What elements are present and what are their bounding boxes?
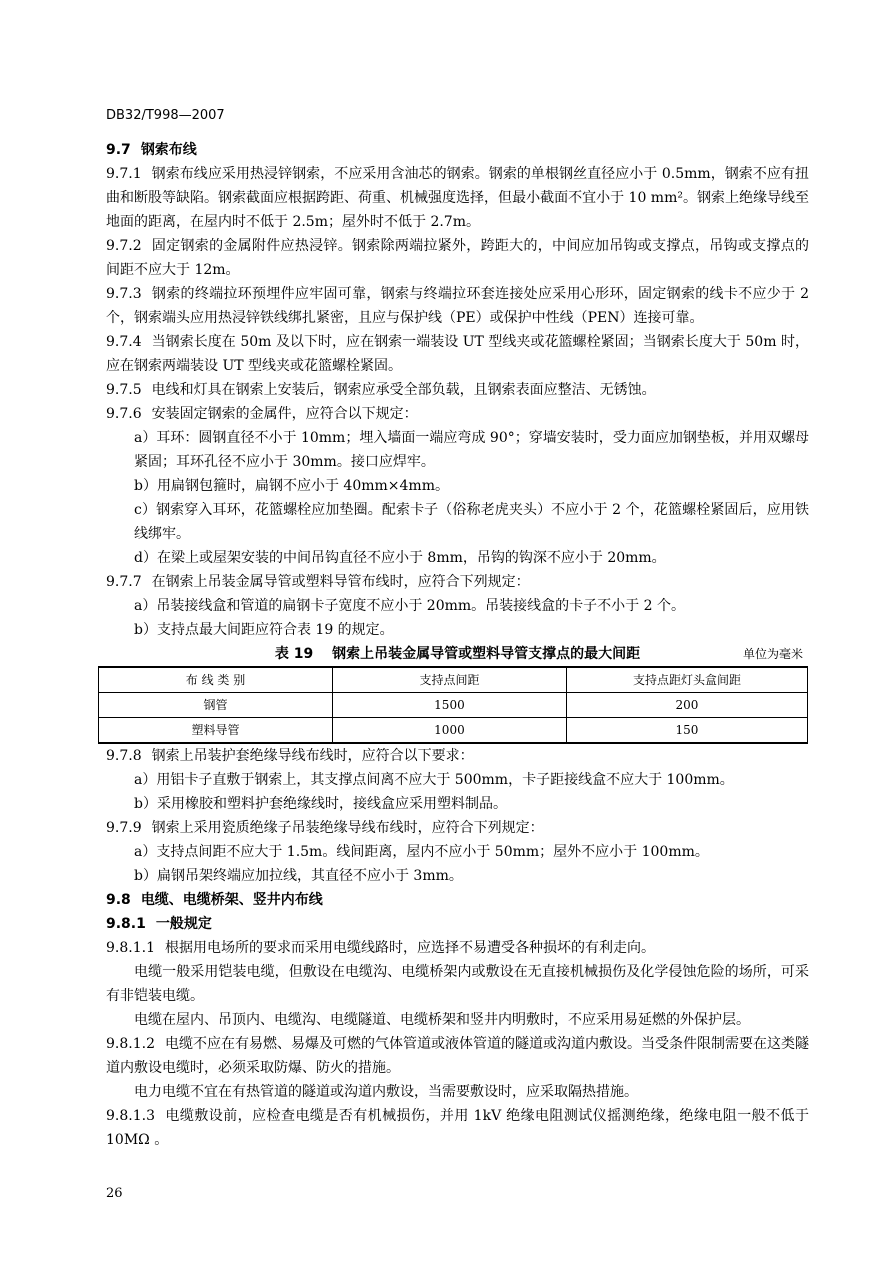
clause-number: 9.7.9 — [106, 820, 142, 836]
clause-text: 安装固定钢索的金属件，应符合以下规定： — [151, 406, 418, 422]
list-item — [106, 594, 809, 618]
clause-text: 电缆在屋内、吊顶内、电缆沟、电缆隧道、电缆桥架和竖井内明敷时，不应采用易延燃的外保护层。 — [134, 1012, 750, 1028]
section-heading — [106, 138, 809, 162]
clause-number: 9.7.6 — [106, 406, 142, 422]
clause-text: 电缆、电缆桥架、竖井内布线 — [140, 892, 323, 908]
clause-text: a）吊装接线盒和管道的扁钢卡子宽度不应小于 20mm。吊装接线盒的卡子不小于 2 个。 — [134, 598, 685, 614]
clause-text: d）在梁上或屋架安装的中间吊钩直径不应小于 8mm，吊钩的钩深不应小于 20mm。 — [134, 550, 666, 566]
numbered-clause — [106, 1032, 809, 1080]
table-header-row — [99, 667, 808, 693]
paragraph — [106, 1008, 809, 1032]
clause-text: 当钢索长度在 50m 及以下时，应在钢索一端装设 UT 型线夹或花篮螺栓紧固；当钢索长度大于 50m 时，应在钢索两端装设 UT 型线夹或花篮螺栓紧固。 — [106, 334, 809, 374]
clause-text: a）用铝卡子直敷于钢索上，其支撑点间离不应大于 500mm，卡子距接线盒不应大于 100mm。 — [134, 772, 734, 788]
list-item — [106, 498, 809, 546]
clause-text: 电力电缆不宜在有热管道的隧道或沟道内敷设，当需要敷设时，应采取隔热措施。 — [134, 1084, 638, 1100]
list-item — [106, 618, 809, 642]
table-cell: 1500 — [332, 693, 566, 718]
table-row — [99, 693, 808, 718]
paragraph — [106, 960, 809, 1008]
section-block-2 — [106, 744, 809, 1152]
list-item — [106, 426, 809, 474]
clause-text: a）耳环：圆钢直径不小于 10mm；埋入墙面一端应弯成 90°；穿墙安装时，受力面应加钢垫板，并用双螺母紧固；耳环孔径不应小于 30mm。接口应焊牢。 — [134, 430, 809, 470]
clause-number: 9.8.1 — [106, 916, 146, 932]
clause-number: 9.7.7 — [106, 574, 142, 590]
clause-number: 9.7.4 — [106, 334, 142, 350]
clause-text: a）支持点间距不应大于 1.5m。线间距离，屋内不应小于 50mm；屋外不应小于 100mm。 — [134, 844, 709, 860]
section-heading — [106, 888, 809, 912]
numbered-clause — [106, 1104, 809, 1152]
clause-number: 9.8.1.2 — [106, 1036, 155, 1052]
numbered-clause — [106, 330, 809, 378]
table-caption: 表 19 钢索上吊装金属导管或塑料导管支撑点的最大间距 — [274, 646, 641, 662]
clause-text: 钢索的终端拉环预埋件应牢固可靠，钢索与终端拉环套连接处应采用心形环，固定钢索的线卡不应少于 2 个，钢索端头应用热浸锌铁线绑扎紧密，且应与保护线（PE）或保护中性线（PEN）连接可靠。 — [106, 286, 809, 326]
list-item — [106, 546, 809, 570]
numbered-clause — [106, 816, 809, 840]
clause-text: c）钢索穿入耳环，花篮螺栓应加垫圈。配索卡子（俗称老虎夹头）不应小于 2 个，花篮螺栓紧固后，应用铁线绑牢。 — [134, 502, 809, 542]
table-cell: 1000 — [332, 718, 566, 744]
spacing-table — [98, 666, 808, 744]
list-item — [106, 840, 809, 864]
clause-number: 9.8.1.3 — [106, 1108, 155, 1124]
numbered-clause — [106, 282, 809, 330]
numbered-clause — [106, 378, 809, 402]
clause-number: 9.7 — [106, 142, 131, 158]
list-item — [106, 792, 809, 816]
document-body — [106, 138, 809, 1152]
clause-text: 钢索布线 — [140, 142, 197, 158]
table-header-cell: 布 线 类 别 — [99, 667, 333, 693]
table-cell: 塑料导管 — [99, 718, 333, 744]
clause-number: 9.7.1 — [106, 166, 142, 182]
clause-text: b）支持点最大间距应符合表 19 的规定。 — [134, 622, 394, 638]
clause-number: 9.8 — [106, 892, 131, 908]
numbered-clause — [106, 744, 809, 768]
list-item — [106, 864, 809, 888]
clause-number: 9.7.2 — [106, 238, 142, 254]
table-cell: 钢管 — [99, 693, 333, 718]
table-header-cell: 支持点距灯头盒间距 — [566, 667, 807, 693]
clause-text: b）扁钢吊架终端应加拉线，其直径不应小于 3mm。 — [134, 868, 463, 884]
clause-text: 电缆一般采用铠装电缆，但敷设在电缆沟、电缆桥架内或敷设在无直接机械损伤及化学侵蚀危险的场所，可采有非铠装电缆。 — [106, 964, 809, 1004]
clause-text: 电缆敷设前，应检查电缆是否有机械损伤，并用 1kV 绝缘电阻测试仪摇测绝缘，绝缘电阻一般不低于 10MΩ 。 — [106, 1108, 809, 1148]
clause-text: b）采用橡胶和塑料护套绝缘线时，接线盒应采用塑料制品。 — [134, 796, 507, 812]
clause-text: 电缆不应在有易燃、易爆及可燃的气体管道或液体管道的隧道或沟道内敷设。当受条件限制需要在这类隧道内敷设电缆时，必须采取防爆、防火的措施。 — [106, 1036, 809, 1076]
table-unit: 单位为毫米 — [742, 647, 803, 661]
section-block-1 — [106, 138, 809, 642]
clause-text: 根据用电场所的要求而采用电缆线路时，应选择不易遭受各种损坏的有利走向。 — [164, 940, 655, 956]
document-code: DB32/T998—2007 — [106, 108, 225, 123]
clause-text: 钢索上采用瓷质绝缘子吊装绝缘导线布线时，应符合下列规定： — [151, 820, 544, 836]
clause-number: 9.7.3 — [106, 286, 142, 302]
table-row — [99, 718, 808, 744]
clause-text: 钢索布线应采用热浸锌钢索，不应采用含油芯的钢索。钢索的单根钢丝直径应小于 0.5mm，钢索不应有扭曲和断股等缺陷。钢索截面应根据跨距、荷重、机械强度选择，但最小截面不宜小于 10 mm²。钢索上绝缘导线至地面的距离，在屋内时不低于 2.5m；屋外时不低于 2.7m。 — [106, 166, 809, 230]
table-cell: 150 — [566, 718, 807, 744]
clause-text: 电线和灯具在钢索上安装后，钢索应承受全部负载，且钢索表面应整洁、无锈蚀。 — [151, 382, 656, 398]
paragraph — [106, 1080, 809, 1104]
list-item — [106, 768, 809, 792]
clause-number: 9.8.1.1 — [106, 940, 155, 956]
clause-text: 固定钢索的金属附件应热浸锌。钢索除两端拉紧外，跨距大的，中间应加吊钩或支撑点，吊钩或支撑点的间距不应大于 12m。 — [106, 238, 809, 278]
clause-text: 钢索上吊装护套绝缘导线布线时，应符合以下要求： — [151, 748, 474, 764]
clause-text: b）用扁钢包箍时，扁钢不应小于 40mm×4mm。 — [134, 478, 449, 494]
list-item — [106, 474, 809, 498]
table-header-cell: 支持点间距 — [332, 667, 566, 693]
page-number: 26 — [106, 1186, 123, 1201]
clause-number: 9.7.8 — [106, 748, 142, 764]
numbered-clause — [106, 936, 809, 960]
clause-text: 一般规定 — [155, 916, 212, 932]
section-heading — [106, 912, 809, 936]
table-cell: 200 — [566, 693, 807, 718]
numbered-clause — [106, 234, 809, 282]
table-caption-row — [106, 642, 809, 666]
numbered-clause — [106, 570, 809, 594]
clause-number: 9.7.5 — [106, 382, 142, 398]
clause-text: 在钢索上吊装金属导管或塑料导管布线时，应符合下列规定： — [151, 574, 530, 590]
numbered-clause — [106, 162, 809, 234]
numbered-clause — [106, 402, 809, 426]
